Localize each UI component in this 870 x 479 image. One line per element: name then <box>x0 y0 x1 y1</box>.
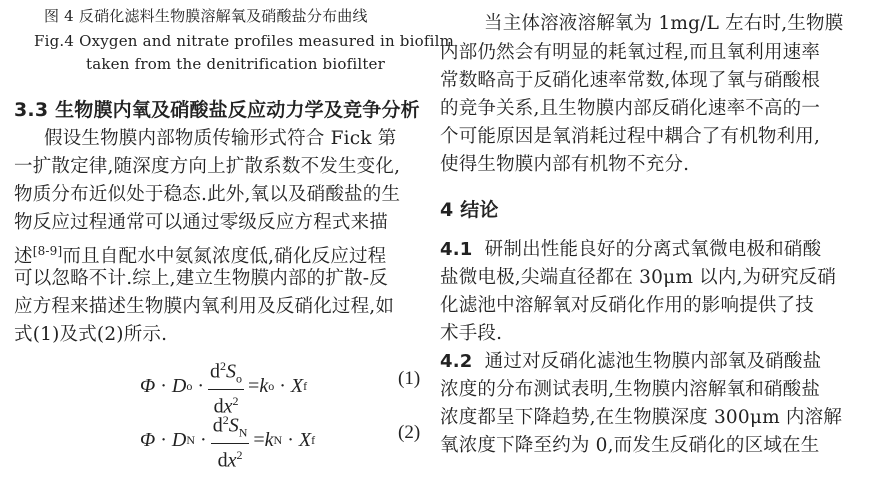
paragraph-line <box>440 350 821 374</box>
paragraph-line: 浓度的分布测试表明,生物膜内溶解氧和硝酸盐 <box>440 379 821 400</box>
paragraph-line: 浓度都呈下降趋势,在生物膜深度 300μm 内溶解 <box>440 407 843 428</box>
paragraph-line: 使得生物膜内部有机物不充分. <box>440 154 690 175</box>
eq-subscript: o <box>186 379 193 394</box>
eq-fraction: $\frac{d^2S_N}{dx^2}$ <box>211 410 250 471</box>
paragraph-text: 述 <box>14 246 33 268</box>
paragraph-line: 式(1)及式(2)所示. <box>14 324 168 345</box>
citation: [8-9] <box>32 244 63 258</box>
eq-subscript: f <box>303 379 308 394</box>
paragraph-text: 而且自配水中氨氮浓度低,硝化反应过程 <box>62 246 387 268</box>
paragraph-line: 化滤池中溶解氧对反硝化作用的影响提供了技 <box>440 295 815 316</box>
eq-symbol: X <box>298 429 312 452</box>
item-label: 4.2 <box>440 351 473 372</box>
eq-symbol: k <box>264 429 274 452</box>
equation-1: Φ · D o · $\frac{d^2S_o}{dx^2}$ = k o · X f <box>140 356 307 417</box>
paragraph-line: 内部仍然会有明显的耗氧过程,而且氧利用速率 <box>440 42 821 63</box>
eq-subscript: f <box>311 433 316 448</box>
eq-fraction: $\frac{d^2S_o}{dx^2}$ <box>208 356 244 417</box>
paragraph-line: 可以忽略不计.综上,建立生物膜内部的扩散-反 <box>14 268 388 289</box>
paragraph-line: 常数略高于反硝化速率常数,体现了氧与硝酸根 <box>440 70 821 91</box>
eq-symbol: k <box>259 375 269 398</box>
paragraph-line <box>440 238 821 262</box>
eq-symbol: X <box>290 375 304 398</box>
paragraph-text: 研制出性能良好的分离式氧微电极和硝酸 <box>484 239 822 260</box>
eq-symbol: S <box>226 360 237 383</box>
paragraph-line-with-citation <box>14 239 386 269</box>
equation-2: Φ · D N · $\frac{d^2S_N}{dx^2}$ = k N · X f <box>140 410 315 471</box>
paragraph-line: 应方程来描述生物膜内氧利用及反硝化过程,如 <box>14 296 395 317</box>
eq-symbol: Φ <box>140 429 156 452</box>
figure-caption-en-line2: taken from the denitrification biofilter <box>86 55 386 73</box>
item-label: 4.1 <box>440 239 473 260</box>
figure-caption-zh: 图 4 反硝化滤料生物膜溶解氧及硝酸盐分布曲线 <box>44 7 368 25</box>
eq-symbol: D <box>171 375 187 398</box>
equation-1-number: (1) <box>398 368 421 389</box>
paragraph-text: 通过对反硝化滤池生物膜内部氧及硝酸盐 <box>484 351 822 372</box>
paragraph-line: 氧浓度下降至约为 0,而发生反硝化的区域在生 <box>440 435 820 456</box>
eq-subscript: N <box>186 433 196 448</box>
figure-caption-en-line1: Fig.4 Oxygen and nitrate profiles measured in biofilm <box>34 32 455 50</box>
eq-symbol: S <box>228 414 239 437</box>
paragraph-line: 一扩散定律,随深度方向上扩散系数不发生变化, <box>14 156 401 177</box>
paragraph-line: 术手段. <box>440 323 503 344</box>
equation-2-number: (2) <box>398 422 421 443</box>
paragraph-line: 当主体溶液溶解氧为 1mg/L 左右时,生物膜 <box>484 13 844 34</box>
paragraph-line: 的竞争关系,且生物膜内部反硝化速率不高的一 <box>440 98 821 119</box>
paragraph-line: 假设生物膜内部物质传输形式符合 Fick 第 <box>44 128 397 149</box>
paragraph-line: 个可能原因是氧消耗过程中耦合了有机物利用, <box>440 126 821 147</box>
eq-symbol: D <box>171 429 187 452</box>
section-3-3-heading: 3.3 生物膜内氧及硝酸盐反应动力学及竞争分析 <box>14 99 420 121</box>
eq-symbol: Φ <box>140 375 156 398</box>
eq-subscript: o <box>268 379 275 394</box>
eq-subscript: N <box>238 425 248 440</box>
section-4-heading: 4 结论 <box>440 199 499 221</box>
eq-subscript: o <box>236 371 243 386</box>
paragraph-line: 物质分布近似处于稳态.此外,氧以及硝酸盐的生 <box>14 184 401 205</box>
paragraph-line: 物反应过程通常可以通过零级反应方程式来描 <box>14 212 389 233</box>
eq-subscript: N <box>273 433 283 448</box>
paragraph-line: 盐微电极,尖端直径都在 30μm 以内,为研究反硝 <box>440 267 837 288</box>
